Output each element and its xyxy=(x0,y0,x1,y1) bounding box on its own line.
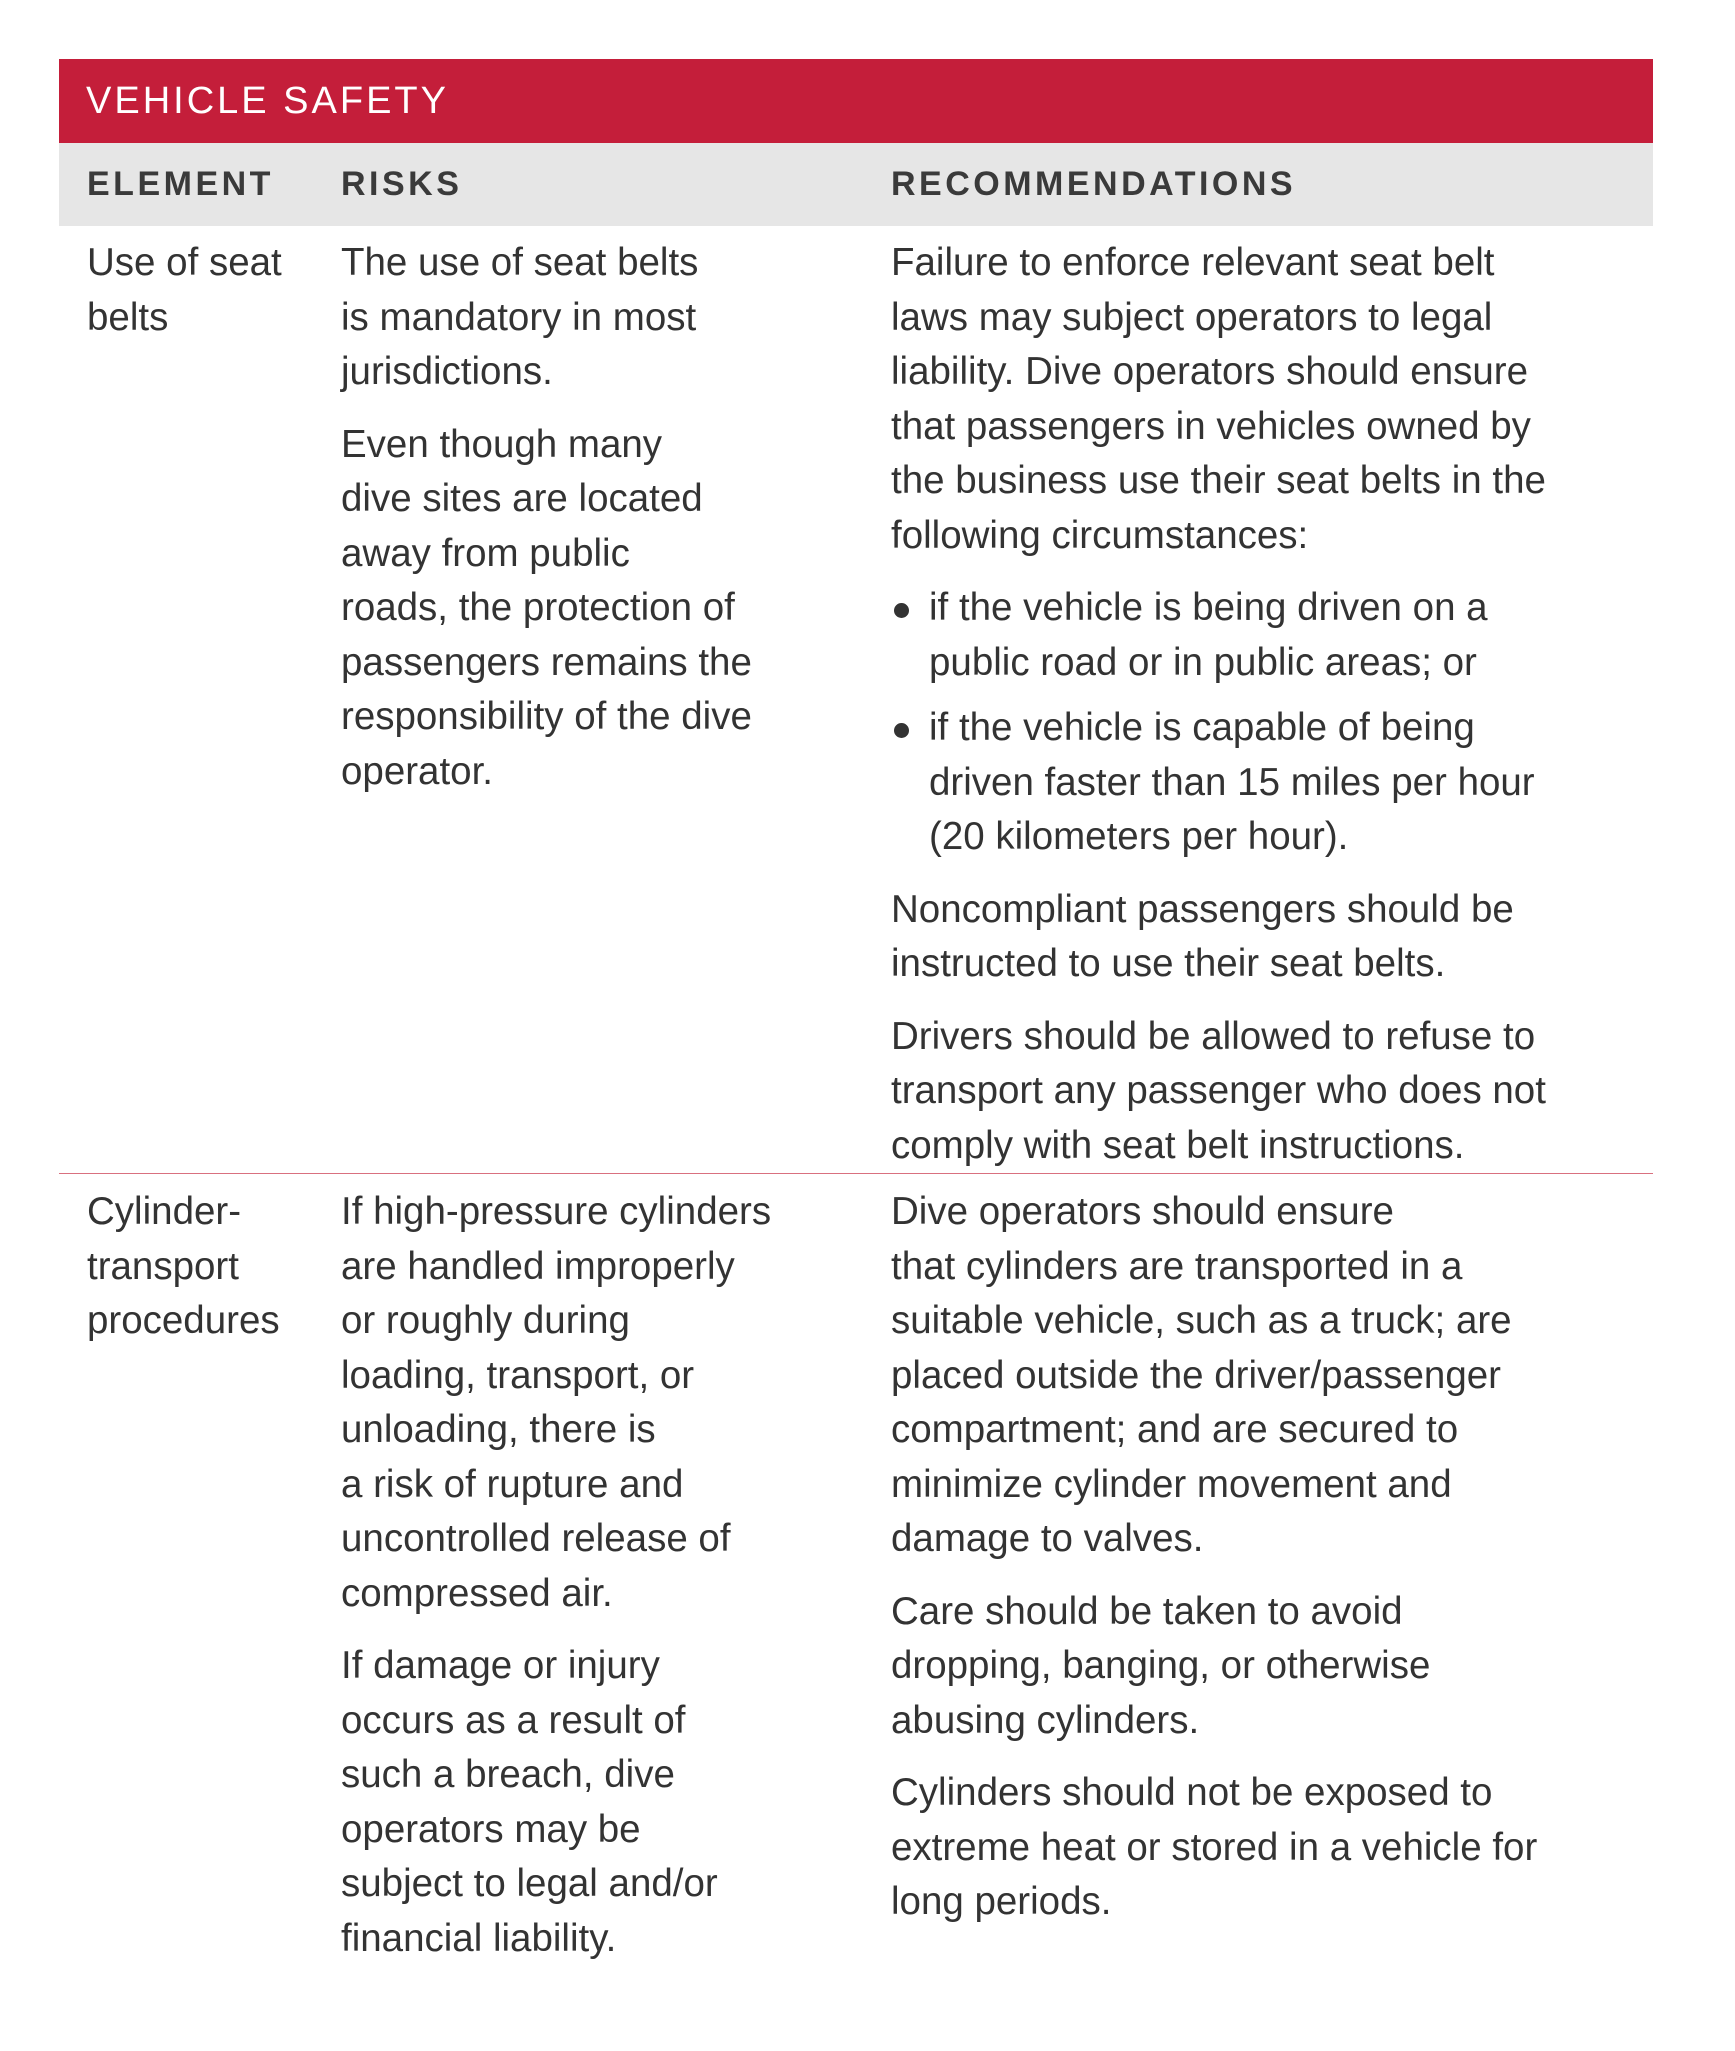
header-row xyxy=(59,143,1653,226)
list-item: if the vehicle is capable of being driven faster than 15 miles per hour (20 kilometers per hour). xyxy=(891,701,1623,865)
recommendation-paragraph: Cylinders should not be exposed to extreme heat or stored in a vehicle for long periods. xyxy=(891,1771,1538,1923)
element-cell: Cylinder- transport procedures xyxy=(87,1190,280,1342)
recommendation-paragraph: Failure to enforce relevant seat belt laws may subject operators to legal liability. Dive operators should ensure that passengers in vehicles owned by the business use their seat belts in the following circumstances: xyxy=(891,241,1546,557)
recommendation-paragraph: Care should be taken to avoid dropping, banging, or otherwise abusing cylinders. xyxy=(891,1589,1431,1742)
table-row xyxy=(59,1174,1653,1984)
table-title: VEHICLE SAFETY xyxy=(59,59,1653,143)
recommendation-paragraph: Drivers should be allowed to refuse to transport any passenger who does not comply with seat belt instructions. xyxy=(891,1014,1546,1167)
risk-paragraph: Even though many dive sites are located away from public roads, the protection of passengers remains the responsibility of the dive operator. xyxy=(341,422,752,793)
risks-cell xyxy=(341,236,891,1191)
risk-paragraph: The use of seat belts is mandatory in most jurisdictions. xyxy=(341,241,699,393)
header-recommendations: RECOMMENDATIONS xyxy=(891,165,1297,203)
table-row xyxy=(59,226,1653,1174)
element-cell: Use of seat belts xyxy=(87,241,282,339)
recommendation-paragraph: Noncompliant passengers should be instructed to use their seat belts. xyxy=(891,887,1514,985)
list-item: if the vehicle is being driven on a public road or in public areas; or xyxy=(891,581,1623,690)
risks-cell xyxy=(341,1185,891,1984)
header-element: ELEMENT xyxy=(87,165,274,203)
vehicle-safety-table xyxy=(59,59,1653,1984)
risk-paragraph: If high-pressure cylinders are handled improperly or roughly during loading, transport, or unloading, there is a risk of rupture and uncontrolled release of compressed air. xyxy=(341,1190,772,1615)
risk-paragraph: If damage or injury occurs as a result of such a breach, dive operators may be subject to legal and/or financial liability. xyxy=(341,1644,718,1960)
header-risks: RISKS xyxy=(341,165,463,203)
recommendation-paragraph: Dive operators should ensure that cylinders are transported in a suitable vehicle, such as a truck; are placed outside the driver/passenger compartment; and are secured to minimize cylinder movement and damage to valves. xyxy=(891,1190,1512,1560)
recommendation-bullet-list xyxy=(891,581,1623,865)
recommendations-cell xyxy=(891,236,1653,1191)
recommendations-cell xyxy=(891,1185,1653,1984)
